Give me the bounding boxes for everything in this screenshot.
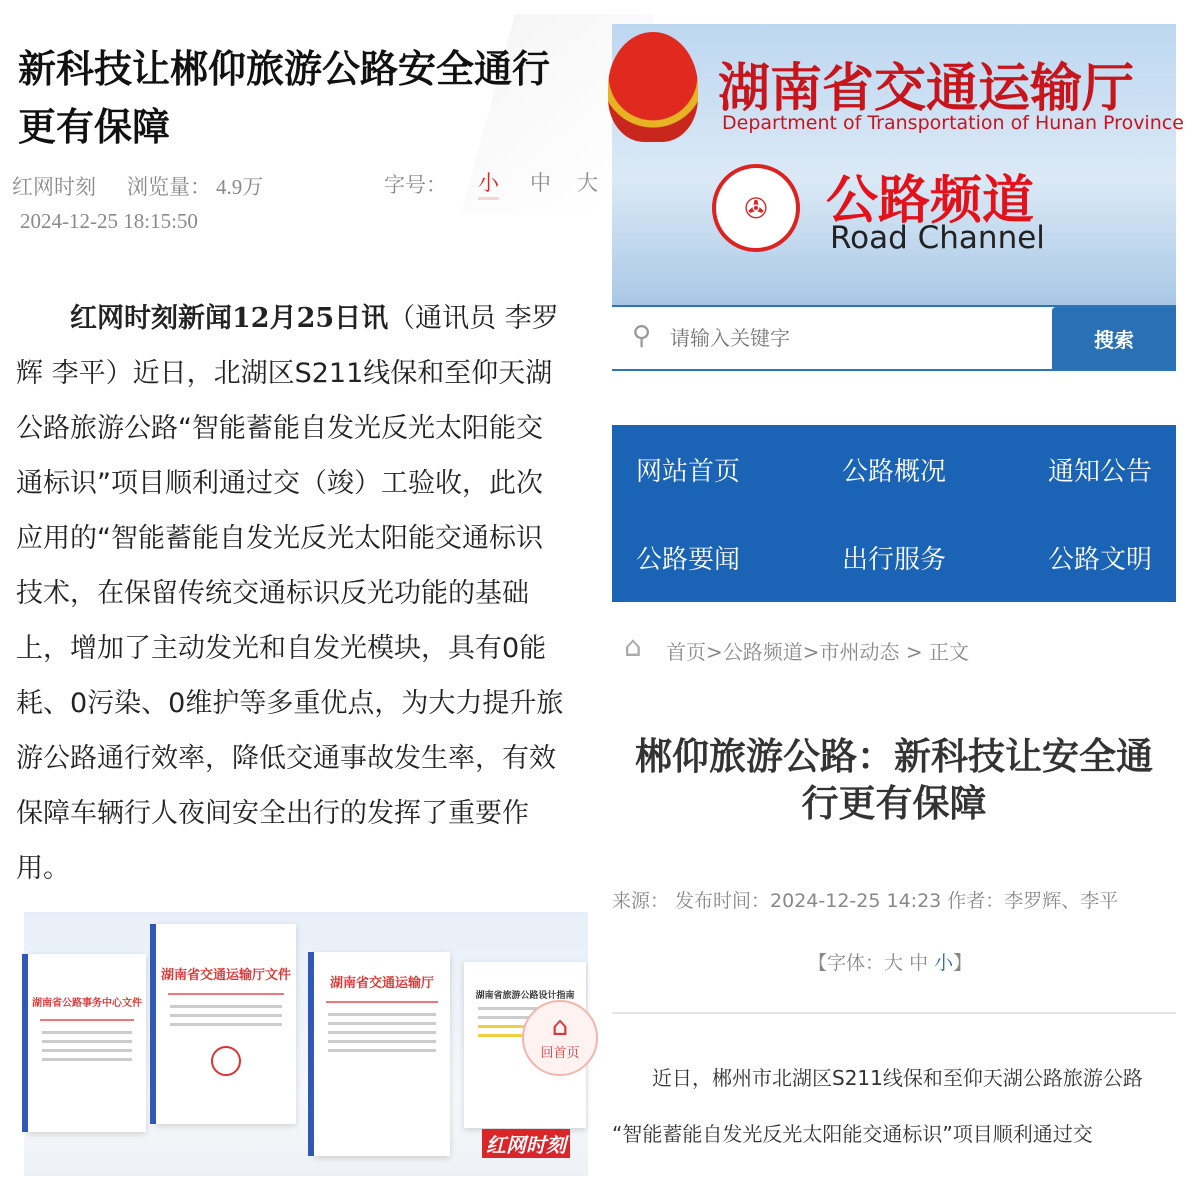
search-bar <box>612 305 1176 371</box>
search-icon: ⚲ <box>632 321 652 351</box>
search-input[interactable] <box>670 321 1030 355</box>
breadcrumb: 首页>公路频道>市州动态 > 正文 <box>666 640 969 664</box>
font-large-button[interactable]: 大 <box>884 952 904 974</box>
nav-home[interactable]: 网站首页 <box>636 456 741 487</box>
font-small-button[interactable]: 小 <box>478 167 499 200</box>
nav-notices[interactable]: 通知公告 <box>1047 456 1152 487</box>
body-line: 公路旅游公路“智能蓄能自发光反光太阳能交 <box>16 413 543 444</box>
org-name-en: Department of Transportation of Hunan Province <box>722 112 1184 134</box>
views-count: 4.9万 <box>216 175 264 199</box>
document: 湖南省旅游公路设计指南 <box>464 962 586 1128</box>
body-line: 应用的“智能蓄能自发光反光太阳能交通标识 <box>16 523 543 554</box>
left-article-screenshot <box>12 24 598 1176</box>
home-icon[interactable]: ⌂ <box>624 630 642 663</box>
nav-road-news[interactable]: 公路要闻 <box>636 545 741 576</box>
main-nav <box>612 425 1176 602</box>
article-title-line-1: 新科技让郴仰旅游公路安全通行 <box>18 47 551 91</box>
article-meta: 来源： 发布时间：2024-12-25 14:23 作者：李罗辉、李平 <box>612 890 1119 912</box>
nav-travel-services[interactable]: 出行服务 <box>841 545 946 576</box>
right-article-screenshot <box>612 24 1184 1176</box>
body-line: 通标识”项目顺利通过交（竣）工验收，此次 <box>16 468 543 499</box>
article-title-line-2: 行更有保障 <box>801 782 987 825</box>
timestamp: 2024-12-25 18:15:50 <box>20 209 198 233</box>
document: 湖南省交通运输厅文件 <box>156 924 296 1124</box>
source: 红网时刻 <box>12 175 96 199</box>
channel-name-en: Road Channel <box>830 220 1045 256</box>
font-large-button[interactable]: 大 <box>577 171 598 195</box>
font-medium-button[interactable]: 中 <box>530 171 551 195</box>
org-name-cn: 湖南省交通运输厅 <box>718 59 1135 119</box>
body-line: 近日，郴州市北湖区S211线保和至仰天湖公路旅游公路 <box>652 1066 1143 1090</box>
brand-logo: 红网时刻 <box>482 1129 570 1158</box>
body-lead: 红网时刻新闻12月25日讯 <box>70 303 389 334</box>
font-small-button[interactable]: 小 <box>934 952 954 974</box>
article-title-line-1: 郴仰旅游公路：新科技让安全通 <box>635 735 1153 778</box>
nav-road-civility[interactable]: 公路文明 <box>1047 545 1152 576</box>
font-size-label: 字号： <box>384 173 447 197</box>
document: 湖南省交通运输厅 <box>314 952 450 1156</box>
body-line: 保障车辆行人夜间安全出行的发挥了重要作 <box>16 798 529 829</box>
font-medium-button[interactable]: 中 <box>909 952 929 974</box>
font-size-control: 【字体：大 中 小】 <box>808 952 973 974</box>
body-line: 上，增加了主动发光和自发光模块，具有0能 <box>16 633 547 664</box>
body-line: 用。 <box>16 853 70 884</box>
road-logo-icon: ✇ <box>712 164 800 252</box>
article-image <box>24 912 588 1176</box>
national-emblem-icon <box>608 32 698 142</box>
body-line: “智能蓄能自发光反光太阳能交通标识”项目顺利通过交 <box>612 1122 1093 1146</box>
views-label: 浏览量： <box>127 175 211 199</box>
channel-name-cn: 公路频道 <box>826 171 1035 231</box>
divider <box>612 1012 1176 1014</box>
search-button[interactable]: 搜索 <box>1052 307 1176 369</box>
home-icon: ⌂ <box>551 1012 569 1042</box>
body-line: 辉 李平）近日，北湖区S211线保和至仰天湖 <box>16 358 553 389</box>
body-line: 技术，在保留传统交通标识反光功能的基础 <box>16 578 529 609</box>
body-line: 游公路通行效率，降低交通事故发生率，有效 <box>16 743 556 774</box>
nav-road-overview[interactable]: 公路概况 <box>841 456 946 487</box>
document: 湖南省公路事务中心文件 <box>28 954 146 1132</box>
article-title-line-2: 更有保障 <box>18 105 171 149</box>
body-text: （通讯员 李罗 <box>388 303 559 334</box>
back-home-button[interactable]: ⌂ 回首页 <box>522 1000 598 1076</box>
body-line: 耗、0污染、0维护等多重优点，为大力提升旅 <box>16 688 564 719</box>
site-header-banner <box>612 24 1184 305</box>
